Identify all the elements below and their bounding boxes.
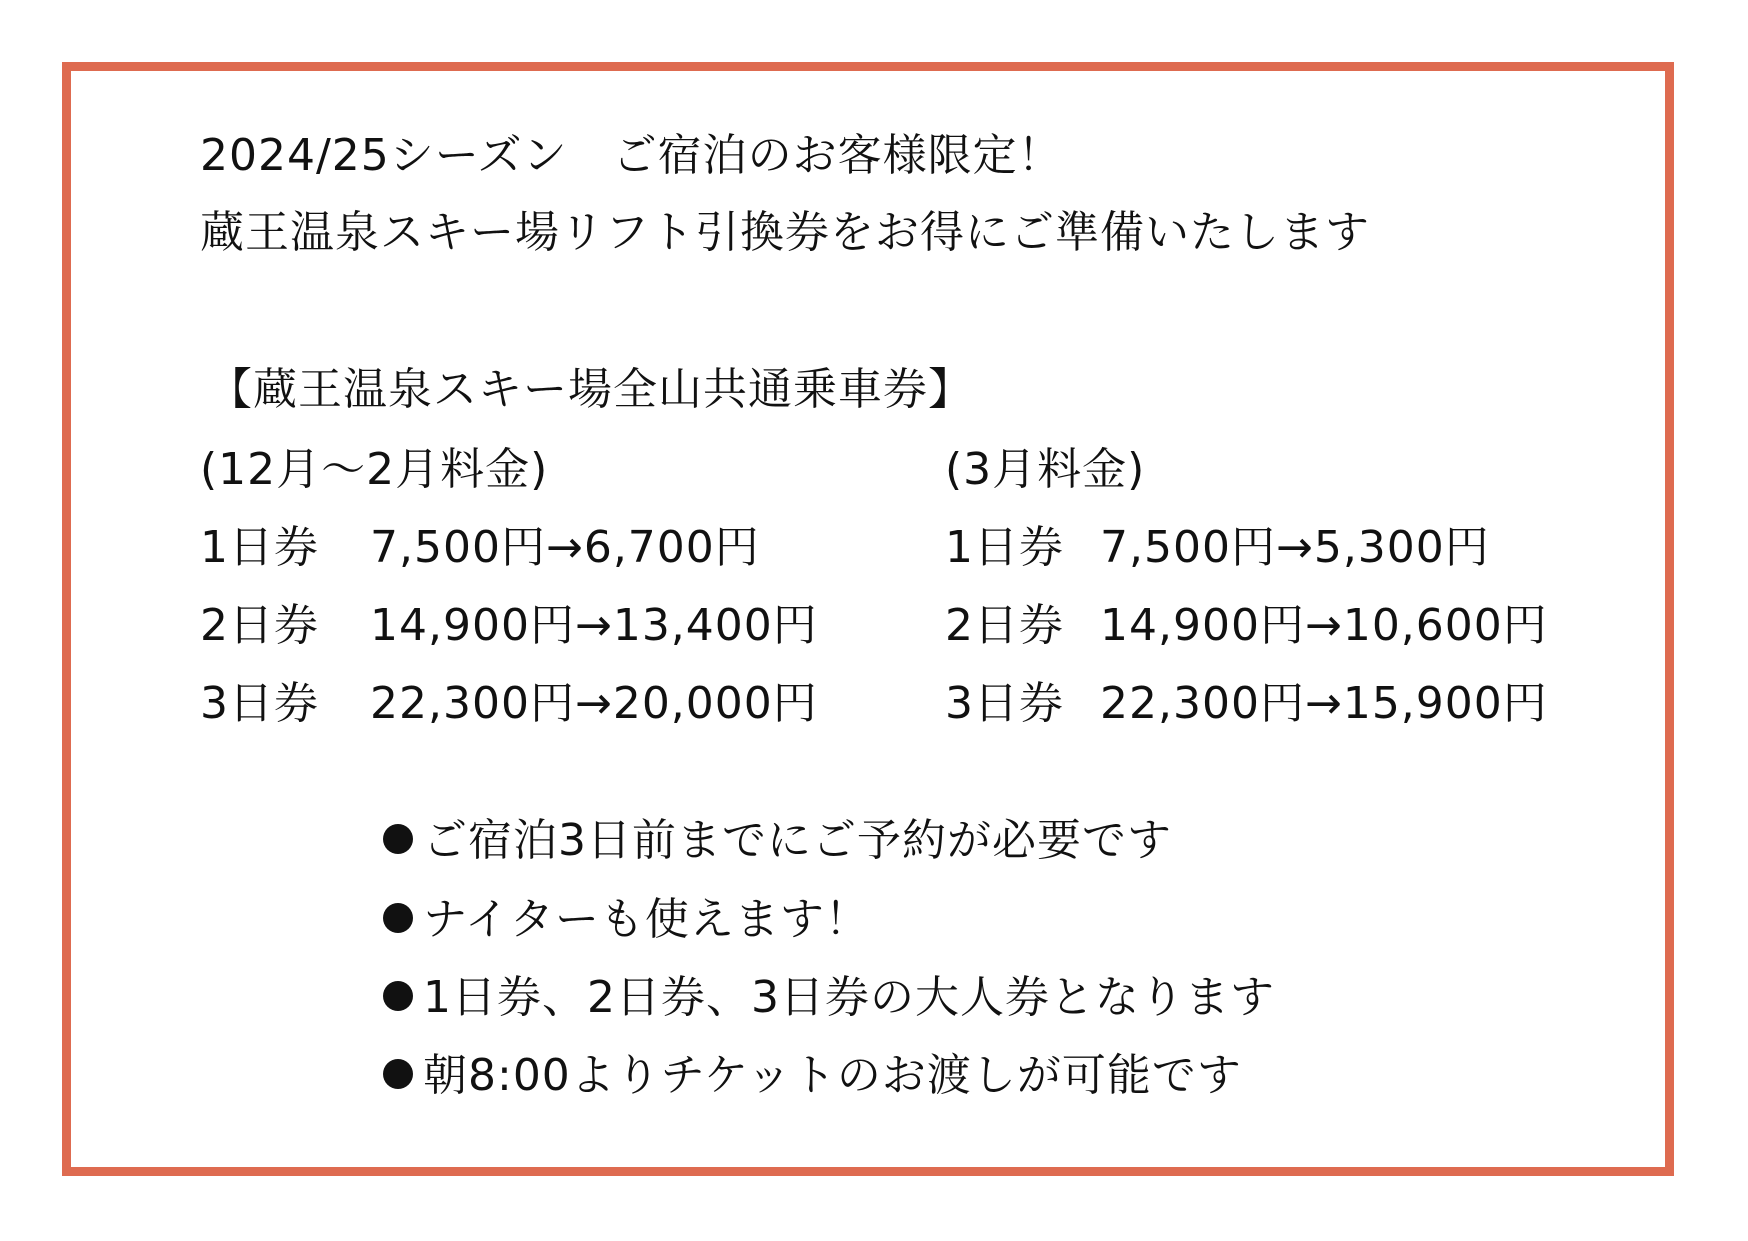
ticket-label: 3日券	[200, 678, 319, 729]
ticket-label: 2日券	[200, 600, 319, 651]
ticket-label: 1日券	[945, 522, 1064, 573]
note-item	[383, 1048, 1242, 1104]
price-row-left-2	[200, 598, 818, 654]
ticket-price: 7,500円→5,300円	[1100, 522, 1490, 573]
ticket-label: 2日券	[945, 600, 1064, 651]
price-row-right-2	[945, 598, 1548, 654]
bullet-icon	[383, 981, 413, 1011]
header-line-2: 蔵王温泉スキー場リフト引換券をお得にご準備いたします	[200, 207, 1370, 258]
price-row-left-1	[200, 520, 760, 576]
note-text: ご宿泊3日前までにご予約が必要です	[423, 815, 1172, 866]
price-row-right-3	[945, 676, 1548, 732]
note-text: 朝8:00よりチケットのお渡しが可能です	[423, 1050, 1242, 1101]
bullet-icon	[383, 1059, 413, 1089]
note-text: 1日券、2日券、3日券の大人券となります	[423, 972, 1275, 1023]
ticket-price: 14,900円→10,600円	[1100, 600, 1548, 651]
period-right: (3月料金)	[945, 444, 1146, 495]
price-row-left-3	[200, 676, 818, 732]
ticket-price: 14,900円→13,400円	[370, 600, 818, 651]
note-item	[383, 813, 1172, 869]
ticket-label: 1日券	[200, 522, 319, 573]
header-line-1: 2024/25シーズン ご宿泊のお客様限定！	[200, 130, 1063, 181]
bullet-icon	[383, 903, 413, 933]
ticket-label: 3日券	[945, 678, 1064, 729]
note-item	[383, 970, 1275, 1026]
period-left: (12月～2月料金)	[200, 444, 549, 495]
ticket-price: 22,300円→15,900円	[1100, 678, 1548, 729]
price-row-right-1	[945, 520, 1490, 576]
ticket-price: 7,500円→6,700円	[370, 522, 760, 573]
note-text: ナイターも使えます！	[423, 894, 870, 945]
bullet-icon	[383, 824, 413, 854]
ticket-title: 【蔵王温泉スキー場全山共通乗車券】	[208, 364, 973, 415]
ticket-price: 22,300円→20,000円	[370, 678, 818, 729]
note-item	[383, 892, 870, 948]
